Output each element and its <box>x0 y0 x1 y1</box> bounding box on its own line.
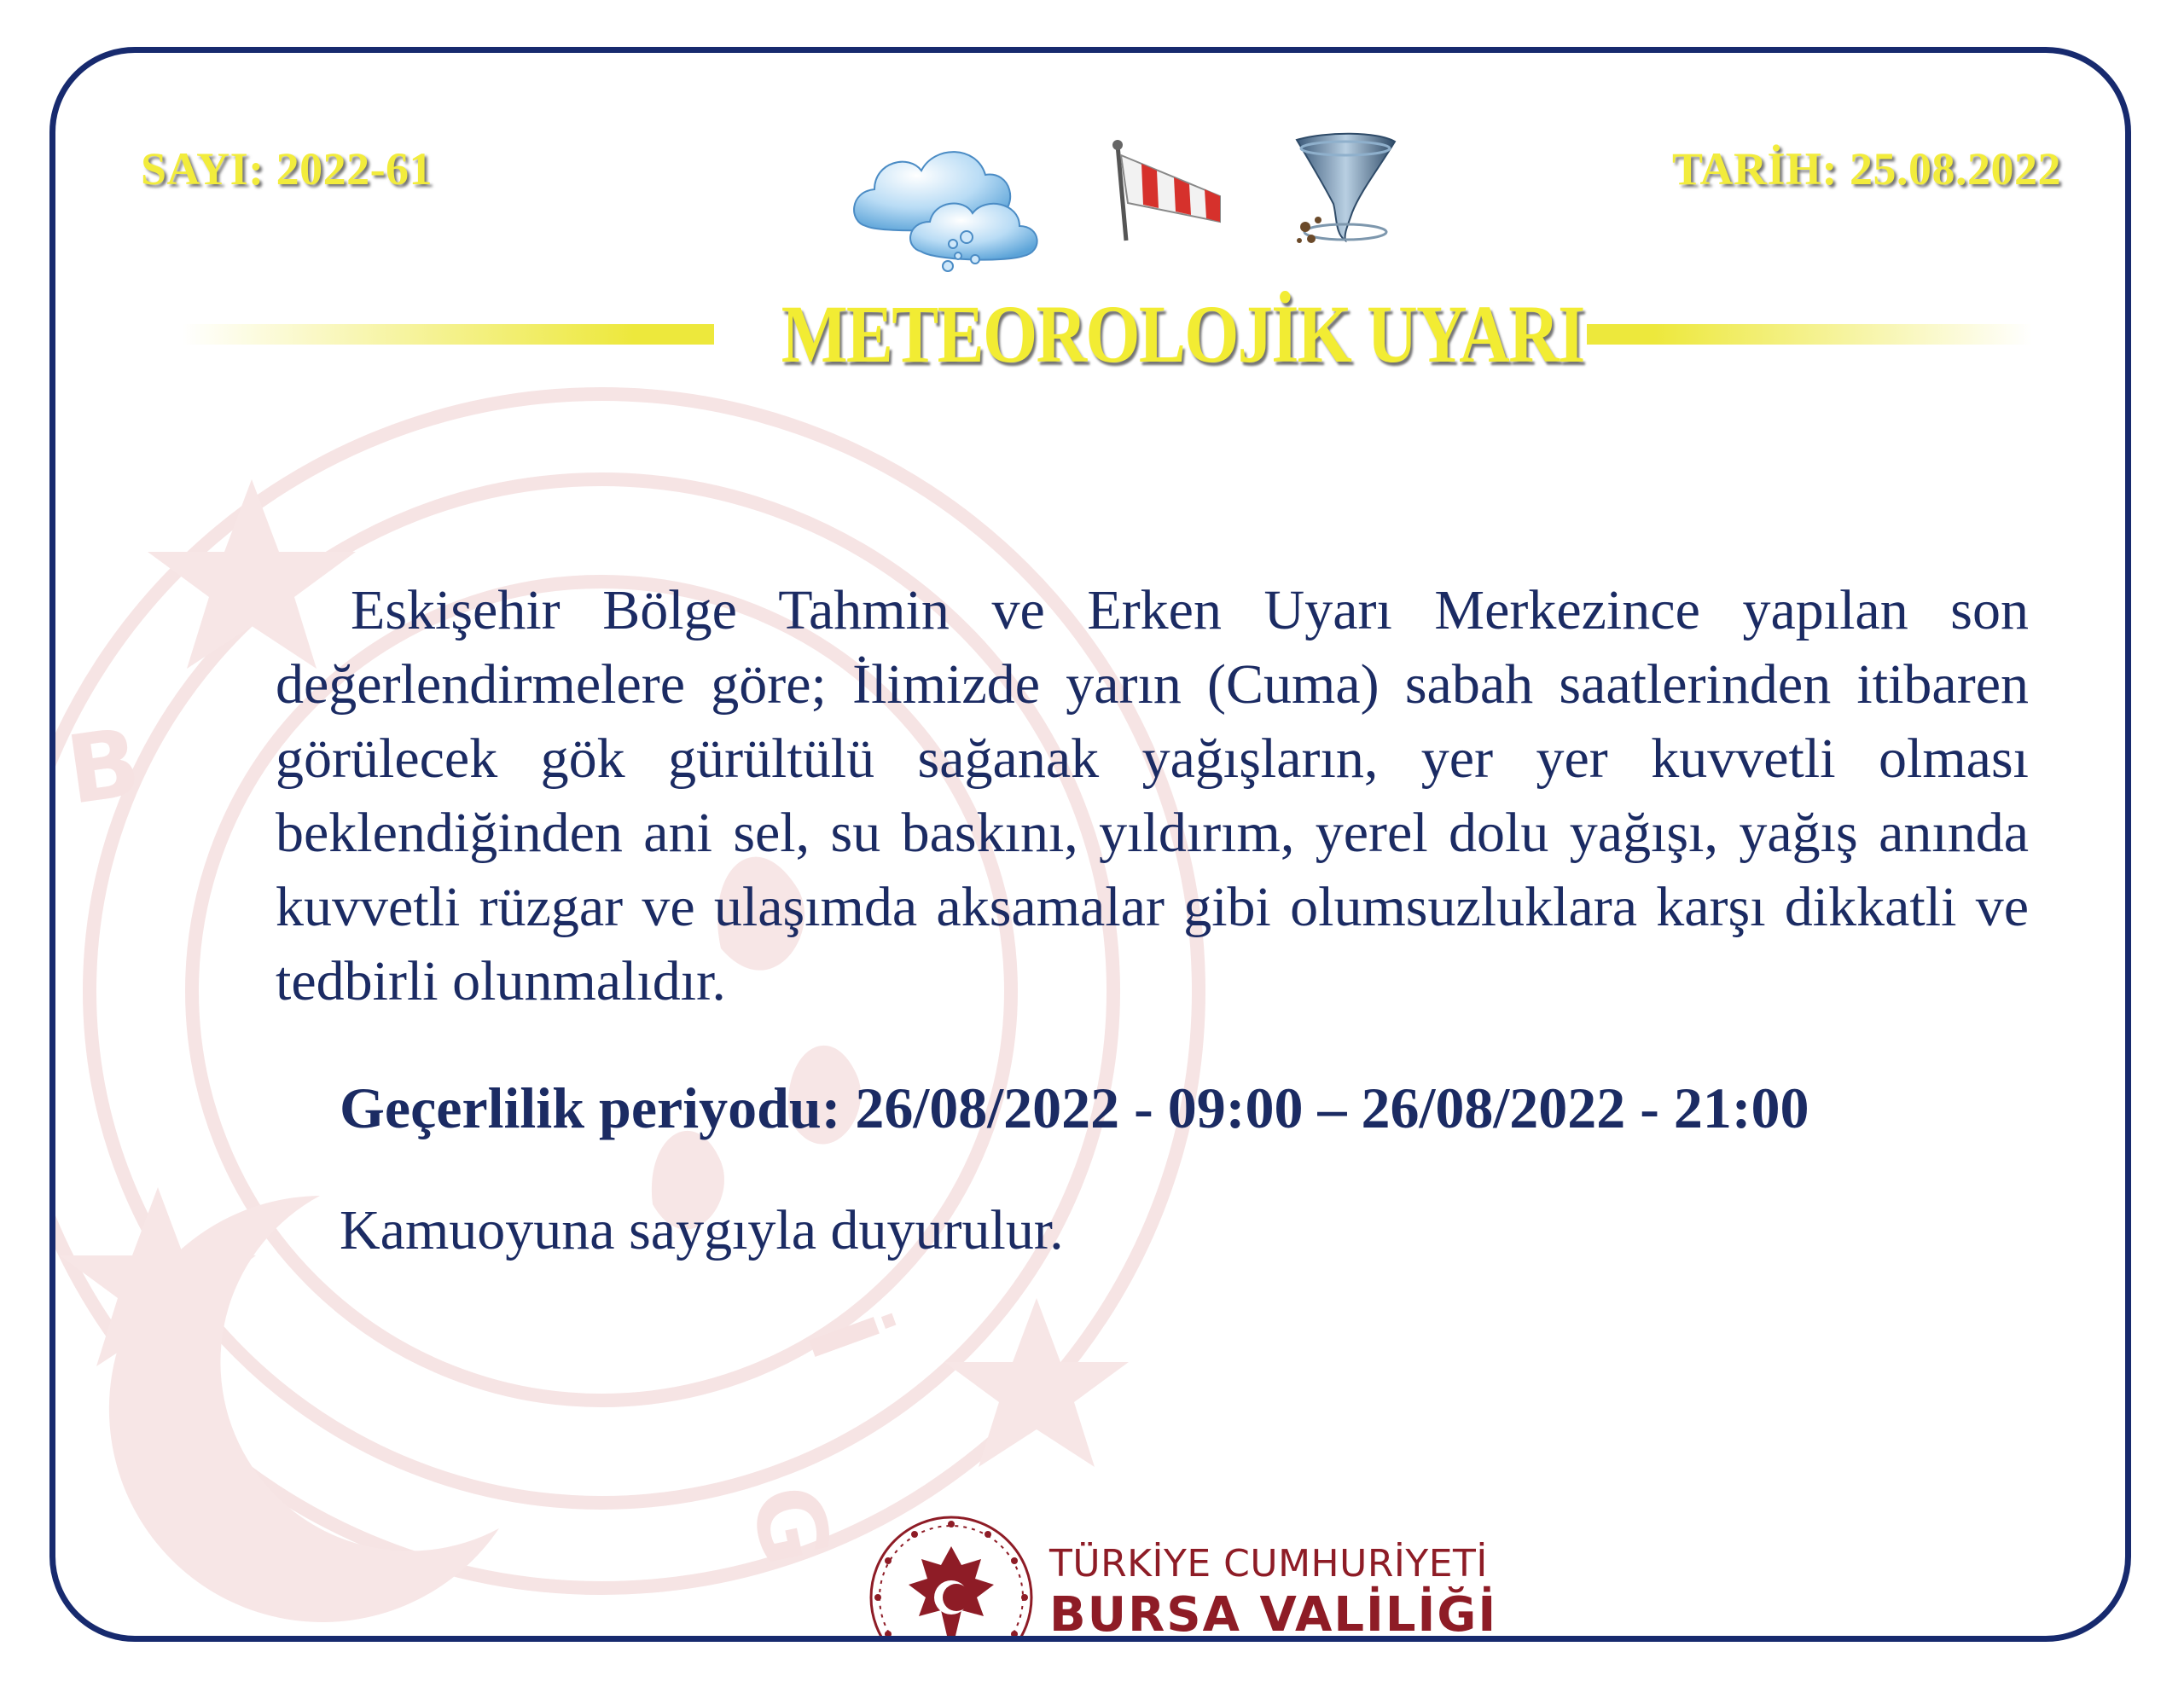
org-line-1: TÜRKİYE CUMHURİYETİ <box>1049 1542 1488 1586</box>
svg-text:İ: İ <box>785 1302 900 1373</box>
title-rule-left <box>182 324 714 345</box>
validity-value: 26/08/2022 - 09:00 – 26/08/2022 - 21:00 <box>855 1075 1809 1140</box>
tornado-icon <box>1284 131 1403 251</box>
warning-paragraph: Eskişehir Bölge Tahmin ve Erken Uyarı Merkezince yapılan son değerlendirmelere göre; İlimizde yarın (Cuma) sabah saatlerinden itibaren görülecek gök gürültülü sağanak yağışların, yer yer kuvvetli olması beklendiğinden ani sel, su baskını, yıldırım, yerel dolu yağışı, yağış anında kuvvetli rüzgar ve ulaşımda aksamalar gibi olumsuzluklara karşı dikkatli ve tedbirli olunmalıdır. <box>276 579 2029 1012</box>
org-line-2: BURSA VALİLİĞİ <box>1049 1587 1498 1642</box>
validity-period <box>340 1075 1809 1142</box>
bursa-valiligi-emblem-icon <box>866 1512 1037 1642</box>
issue-number: SAYI: 2022-61 <box>141 143 433 194</box>
organization-name <box>1049 1541 1497 1642</box>
document-frame <box>49 47 2131 1642</box>
title-rule-right <box>1587 324 2032 345</box>
windsock-icon <box>1101 136 1228 247</box>
svg-text:G: G <box>729 1475 852 1574</box>
issue-date: TARİH: 25.08.2022 <box>1671 143 2061 194</box>
rain-cloud-icon <box>849 128 1054 273</box>
page-title: METEOROLOJİK UYARI <box>781 288 1584 380</box>
closing-line: Kamuoyuna saygıyla duyurulur. <box>340 1199 1064 1261</box>
validity-label: Geçerlilik periyodu: <box>340 1075 841 1140</box>
svg-text:B: B <box>60 707 147 826</box>
